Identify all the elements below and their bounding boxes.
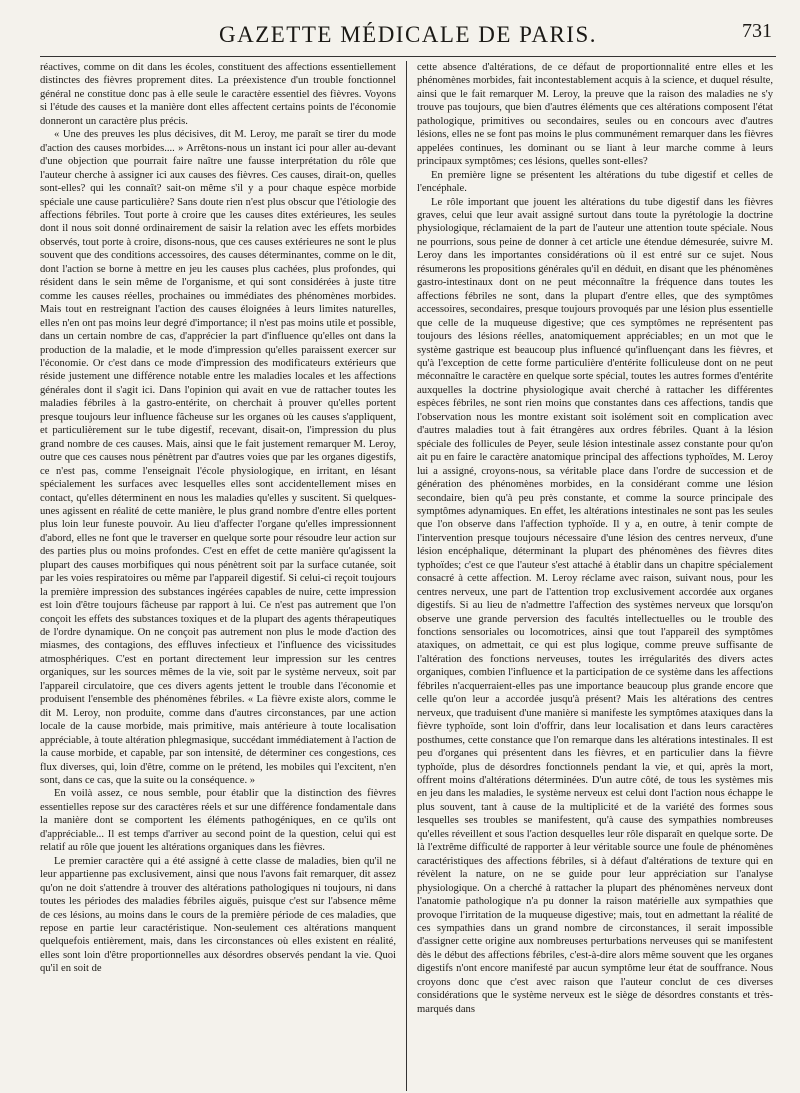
page-header — [40, 0, 776, 57]
column-divider — [406, 61, 407, 1091]
paragraph: cette absence d'altérations, de ce défaut de proportionnalité entre elles et les phénomènes morbides, fait incontestablement acquis à la science, et duquel résulte, ainsi que le fait remarquer M. Leroy, la preuve que la raison des maladies ne s'y trouve pas toujours, que bien d'autres éléments que ces altérations composent l'état pathologique, primitives ou secondaires, seules ou en concours avec d'autres lésions, elles ne se font pas moins le plus communément remarquer dans les fièvres appelées continues, les dominant ou se liant à leur marche comme à leurs principaux symptômes; ces lésions, quelles sont-elles? — [417, 62, 773, 168]
paragraph: Le premier caractère qui a été assigné à cette classe de maladies, bien qu'il ne leur appartienne pas exclusivement, ainsi que nous l'avons fait remarquer, dit assez qu'on ne doit s'attendre à trouver des altérations pathologiques ni toujours, ni dans toutes les périodes des maladies fébriles aiguës, puisque c'est sur l'absence même de ces lésions, au moins dans le cours de la première période de ces maladies, que repose en partie leur caractéristique. Non-seulement ces altérations manquent quelquefois entièrement, mais, dans les circonstances où elles existent en réalité, elles sont loin d'être proportionnelles aux désordres observés pendant la vie. Quoi qu'il en soit de — [40, 855, 396, 975]
paragraph: En voilà assez, ce nous semble, pour établir que la distinction des fièvres essentielles repose sur des caractères réels et sur une différence fondamentale dans la manière dont se comportent les éléments pathogéniques, en ce qu'ils ont d'appréciable... Il est temps d'arriver au second point de la question, celui qui est relatif au rôle que jouent les altérations organiques dans les fièvres. — [40, 788, 396, 854]
right-column — [417, 61, 773, 1091]
journal-title: GAZETTE MÉDICALE DE PARIS. — [218, 22, 598, 47]
paragraph: réactives, comme on dit dans les écoles, constituent des affections essentiellement distinctes des fièvres proprement dites. La préexistence d'un trouble fonctionnel général ne constitue donc pas à elle seule le caractère essentiel des fièvres. Voyons si l'étude des causes et la manière dont elles affectent certains points de l'économie donneront un caractère plus précis. — [40, 62, 396, 127]
paragraph: « Une des preuves les plus décisives, dit M. Leroy, me paraît se tirer du mode d'action des causes morbides.... » Arrêtons-nous un instant ici pour aller au-devant d'une objection que pourrait faire naître une fausse interprétation du rôle que l'auteur cherche à assigner ici aux causes des fièvres. Ces causes, dirait-on, quelles sont-elles? qui les connaît? sait-on même s'il y a pour chaque espèce morbide spéciale une cause particulière? Sans doute rien n'est plus obscur que l'étiologie des affections fébriles. Tout porte à croire que les causes dites extérieures, les seules dont il nous soit donné ordinairement de saisir la relation avec les effets morbides observés, tout porte à croire, disons-nous, que ces causes extérieures ne sont le plus souvent que des conditions accessoires, des causes déterminantes, comme on le dit, dont l'action se borne à mettre en jeu les causes plus cachées, plus profondes, qui résident dans le sein même de l'organisme, et qui sont considérées à juste titre comme les causes réelles, prochaines ou immédiates des phénomènes morbides. Mais tout en restreignant l'action des causes éloignées à leurs limites naturelles, elles n'en ont pas moins leur degré d'importance; il n'est pas moins utile et possible, dans un certain nombre de cas, d'apprécier la part d'influence qu'elles ont dans la production de la maladie, et le mode d'impression qu'elles paraissent exercer sur l'économie. Or c'est dans ce mode d'impression des modificateurs extérieurs que réside justement une différence notable entre les maladies locales et les affections générales dont il s'agit ici. Dans l'opinion qui avait en vue de rattacher toutes les maladies fébriles à la gastro-entérite, on cherchait à prouver qu'elles portent presque toujours leur influence fâcheuse sur les organes où les causes s'appliquent, et particulièrement sur le tube digestif, recevant, disait-on, l'impression du plus grand nombre de ces causes. Mais, ainsi que le fait justement remarquer M. Leroy, outre que ces causes nous pénètrent par d'autres voies que par les organes digestifs, ce n'est pas, comme l'enseignait l'école physiologique, en irritant, en lésant spécialement les surfaces avec lesquelles elles sont accidentellement mises en contact, qu'elles déterminent en nous les maladies qu'elles y suscitent. Si quelques-unes agissent en réalité de cette manière, le plus grand nombre d'entre elles portent plus loin leur funeste pouvoir. Au lieu d'affecter l'organe qu'elles impressionnent d'abord, elles ne font que le traverser en quelque sorte pour résoudre leur action sur des parties plus ou moins profondes. C'est en effet de cette manière qu'agissent la plupart des causes morbifiques qui nous pénètrent soit par la surface cutanée, soit par les voies respiratoires ou même par l'appareil digestif. Si celui-ci reçoit toujours la première impression des substances ingérées capables de nuire, cette impression est loin d'être toujours fâcheuse par rapport à lui. Ce n'est pas autrement que l'on conçoit les effets des substances toxiques et de la plupart des agents thérapeutiques de l'ordre dynamique. On ne conçoit pas autrement non plus le mode d'action des miasmes, des contagions, des effluves infectieux et l'influence des vicissitudes atmosphériques. C'est en portant directement leur impression sur les centres organiques, sur les sources mêmes de la vie, soit par le système nerveux, soit par l'appareil circulatoire, que ces divers agents jettent le trouble dans l'économie et produisent l'ensemble des phénomènes fébriles. « La fièvre existe alors, comme le dit M. Leroy, non produite, comme dans d'autres circonstances, par une action locale de la cause morbide, mais primitive, mais antérieure à toute localisation appréciable, à toute altération phlegmasique, succédant immédiatement à l'action de la cause morbide, et capable, par son intensité, de déterminer ces congestions, ces flux diverses, qui, loin d'être, comme on le prétend, les mobiles qui l'excitent, n'en sont, dans ce cas, que la suite ou la conséquence. » — [40, 129, 396, 787]
paragraph: Le rôle important que jouent les altérations du tube digestif dans les fièvres graves, celui que leur avait assigné surtout dans toute la pyrétologie la doctrine physiologique, réclamaient de la part de l'auteur une attention toute spéciale. Nous ne pourrions, sous peine de donner à cet article une étendue démesurée, suivre M. Leroy dans les importantes considérations où il est entré sur ce sujet. Nous résumerons les propositions générales qu'il en déduit, en disant que les phénomènes gastro-intestinaux dont on ne peut méconnaître la fréquence dans toutes les affections fébriles ne sont, dans la plupart d'entre elles, que des symptômes accessoires, secondaires, presque toujours provoqués par une lésion plus essentielle que celle de la muqueuse digestive; que ces symptômes ne représentent pas toujours des lésions réelles, anatomiquement appréciables; en un mot que le système gastrique est beaucoup plus influencé qu'influençant dans les fièvres, et qu'à l'exception de cette forme particulière d'entérite folliculeuse dont on ne peut méconnaître le caractère en quelque sorte spécial, toutes les autres formes d'entérite auxquelles la doctrine physiologique avait cherché à rattacher les différentes espèces fébriles, ne sont rien moins que constantes dans ces affections, tandis que l'observation nous les montre existant soit isolément soit en complication avec d'autres maladies tout à fait étrangères aux ordres fébriles. Quant à la lésion spéciale des follicules de Peyer, seule lésion intestinale assez constante pour qu'on ait pu en faire le caractère anatomique principal des affections typhoïdes, M. Leroy lui a assigné, croyons-nous, sa véritable place dans l'ordre de succession et de génération des phénomènes morbides, en la considérant comme une lésion secondaire, bien qu'à peu près constante, et comme la source principale des symptômes adynamiques. En effet, les altérations intestinales ne sont pas les seules que l'on observe dans l'affection typhoïde. Il y a, en outre, à tenir compte de l'intervention presque toujours nécessaire d'une lésion des centres nerveux, d'une lésion encéphalique, déterminant la plupart des phénomènes des fièvres dites typhoïdes; c'est ce que l'auteur s'est attaché à établir dans un chapitre spécialement consacré à cette affection. M. Leroy réclame avec raison, suivant nous, pour les centres nerveux, une part de l'attention trop exclusivement accordée aux organes digestifs. Si au lieu de n'admettre l'affection des systèmes nerveux que lorsqu'on observe une grande perversion des facultés intellectuelles ou le trouble des fonctions sensoriales ou locomotrices, ainsi que tout l'appareil des symptômes ataxiques, on admettait, ce qui est plus logique, comme preuve suffisante de l'altération des fonctions nerveuses, toutes les irrégularités des divers actes organiques, combien l'influence et la participation de ce système dans les affections fébriles n'acquerraient-elles pas une importance beaucoup plus grande encore que celle qu'on leur a accordée jusqu'à présent? Mais les altérations des centres nerveux, que traduisent d'une manière si manifeste les symptômes ataxiques dans la fièvre typhoïde, sont loin d'offrir, dans leur localisation et dans leurs caractères posthumes, cette constance que l'on remarque dans les altérations intestinales. Il est peu d'organes qui présentent dans les fièvres, et en particulier dans la fièvre typhoïde, plus de désordres fonctionnels pendant la vie, et qui, après la mort, offrent moins d'altérations déterminées. D'un autre côté, de tous les systèmes mis en jeu dans les maladies, le système nerveux est celui dont l'action nous échappe le plus souvent, tant à cause de la multiplicité et de la variété des formes sous lesquelles ses troubles se manifestent, qu'à cause des sympathies nombreuses qu'elles réveillent et sous l'action desquelles leur rôle disparaît en quelque sorte. De là l'extrême difficulté de rapporter à leur véritable source une foule de phénomènes caractéristiques des affections fébriles, si à défaut d'altérations de texture qui en révèlent la nature, on ne se guide pour leur appréciation sur l'analyse physiologique. On a cherché à rattacher la plupart des phénomènes nerveux dont l'anatomie pathologique n'a pu donner la raison matérielle aux sympathies que provoque l'irritation de la muqueuse digestive; mais, tout en admettant la réalité de ces sympathies dans un grand nombre de circonstances, il serait impossible d'assigner cette origine aux nombreuses perturbations nerveuses qui se manifestent dès le début des affections fébriles, c'est-à-dire alors même souvent que les organes digestifs n'ont encore manifesté par aucun symptôme leur état de souffrance. Nous croyons donc que c'est avec raison que l'auteur conclut de ces diverses considérations que le système nerveux est le siège de désordres constants et très-marqués dans — [417, 196, 773, 1015]
page-number: 731 — [742, 20, 772, 42]
text-columns — [40, 61, 780, 1091]
left-column — [40, 61, 396, 1091]
paragraph: En première ligne se présentent les altérations du tube digestif et celles de l'encéphale. — [417, 169, 773, 195]
